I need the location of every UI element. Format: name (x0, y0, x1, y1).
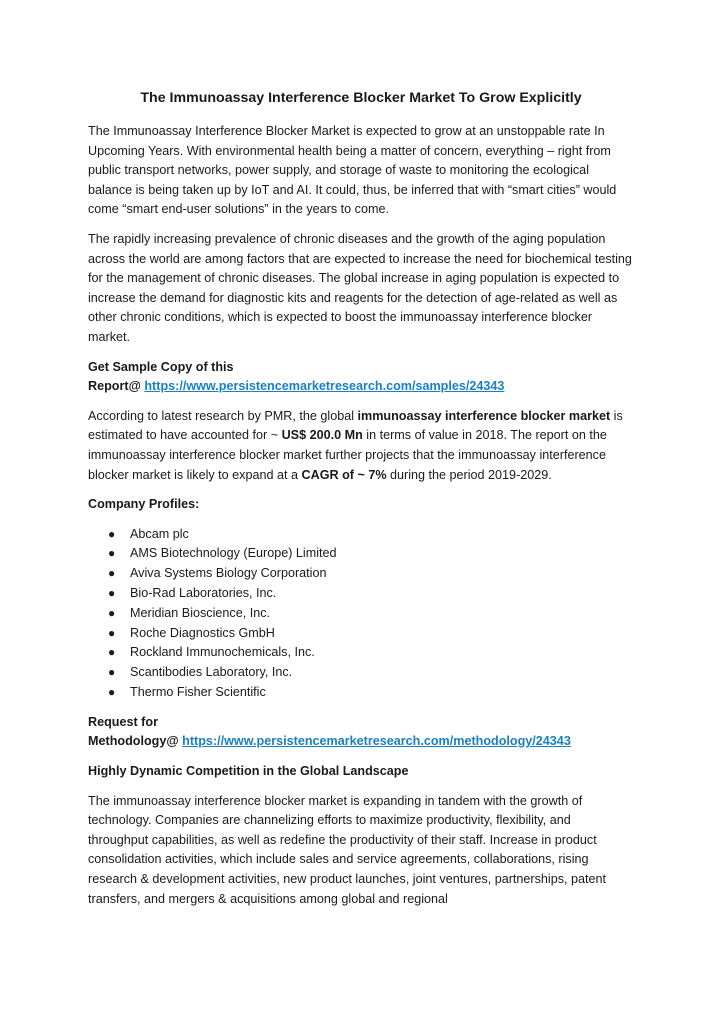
company-name: Roche Diagnostics GmbH (130, 625, 275, 640)
list-item (108, 544, 634, 564)
para3-text-3: in terms of value in 2018. The report on the immunoassay interference blocker market further projects that the immunoassay interference blocker market is likely to expand at a (88, 428, 607, 482)
list-item (108, 683, 634, 703)
competition-heading: Highly Dynamic Competition in the Global Landscape (88, 764, 409, 779)
para3-text-4: during the period 2019-2029. (386, 467, 552, 482)
company-name: Aviva Systems Biology Corporation (130, 566, 327, 581)
bullet-icon: ● (108, 586, 116, 601)
competition-paragraph: The immunoassay interference blocker market is expanding in tandem with the growth of technology. Companies are channelizing efforts to maximize productivity, flexibility, and throughput capabilities, as well as redefine the productivity of their staff. Increase in product consolidation activities, which include sales and service agreements, collaborations, rising research & development activities, new product launches, joint ventures, partnerships, patent transfers, and mergers & acquisitions among global and regional (88, 793, 607, 906)
company-name: AMS Biotechnology (Europe) Limited (130, 546, 337, 561)
list-item (108, 525, 634, 545)
bullet-icon: ● (108, 625, 116, 640)
list-item (108, 624, 634, 644)
methodology-label-line2: Methodology@ (88, 734, 179, 749)
list-item (108, 564, 634, 584)
para3-text-2: is estimated to have accounted for ~ (88, 408, 623, 443)
company-name: Abcam plc (130, 526, 189, 541)
company-profiles-heading: Company Profiles: (88, 497, 200, 512)
bullet-icon: ● (108, 526, 116, 541)
para3-bold-value: US$ 200.0 Mn (281, 428, 363, 443)
bullet-icon: ● (108, 645, 116, 660)
list-item (108, 643, 634, 663)
company-list (88, 525, 634, 703)
chronic-diseases-paragraph: The rapidly increasing prevalence of chronic diseases and the growth of the aging population across the world are among factors that are expected to increase the need for biochemical testing for the management of chronic diseases. The global increase in aging population is expected to increase the demand for diagnostic kits and reagents for the detection of age-related as well as other chronic conditions, which is expected to boost the immunoassay interference blocker market. (88, 231, 632, 344)
bullet-icon: ● (108, 546, 116, 561)
intro-paragraph: The Immunoassay Interference Blocker Market is expected to grow at an unstoppable rate In Upcoming Years. With environmental health being a matter of concern, everything – right from public transport networks, power supply, and storage of waste to monitoring the ecological balance is being taken up by IoT and AI. It could, thus, be inferred that with “smart cities” would come “smart end-user solutions” in the years to come. (88, 124, 617, 217)
sample-request (88, 358, 634, 397)
company-name: Bio-Rad Laboratories, Inc. (130, 586, 277, 601)
sample-label-line2: Report@ (88, 379, 141, 394)
bullet-icon: ● (108, 566, 116, 581)
para3-bold-cagr: CAGR of ~ 7% (301, 467, 387, 482)
bullet-icon: ● (108, 665, 116, 680)
sample-label-line1: Get Sample Copy of this (88, 359, 234, 374)
bullet-icon: ● (108, 685, 116, 700)
market-research-paragraph (88, 407, 634, 485)
sample-link[interactable]: https://www.persistencemarketresearch.com/samples/24343 (144, 379, 505, 394)
company-name: Thermo Fisher Scientific (130, 685, 266, 700)
company-name: Scantibodies Laboratory, Inc. (130, 665, 293, 680)
methodology-label-line1: Request for (88, 714, 158, 729)
para3-bold-market: immunoassay interference blocker market (357, 408, 611, 423)
list-item (108, 663, 634, 683)
company-name: Meridian Bioscience, Inc. (130, 605, 270, 620)
methodology-request (88, 713, 634, 752)
list-item (108, 604, 634, 624)
bullet-icon: ● (108, 605, 116, 620)
methodology-link[interactable]: https://www.persistencemarketresearch.com/methodology/24343 (182, 734, 571, 749)
para3-text-1: According to latest research by PMR, the global (88, 408, 358, 423)
list-item (108, 584, 634, 604)
page-title: The Immunoassay Interference Blocker Market To Grow Explicitly (140, 90, 582, 106)
company-name: Rockland Immunochemicals, Inc. (130, 645, 315, 660)
